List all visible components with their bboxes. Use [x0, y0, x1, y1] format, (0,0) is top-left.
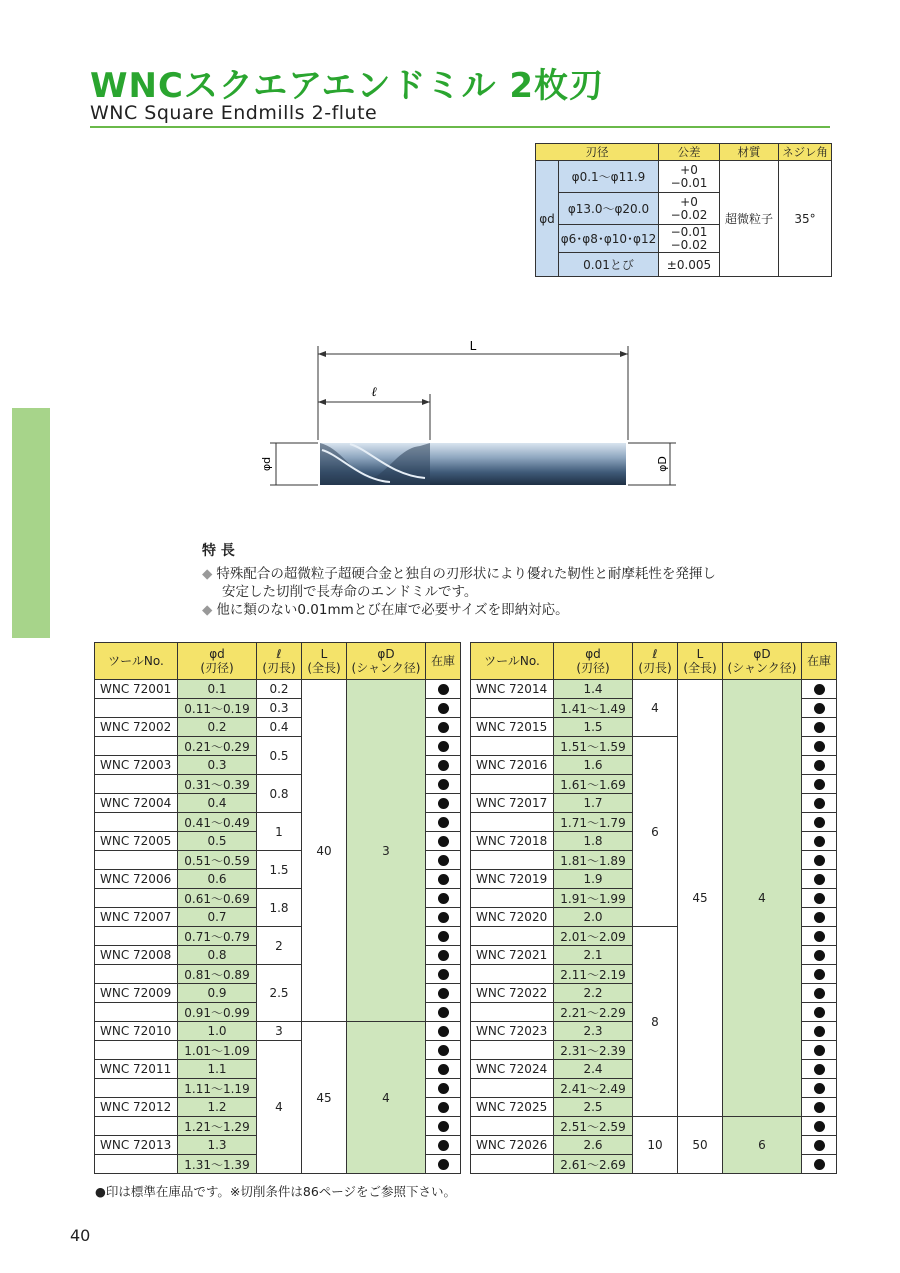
cutting-diameter: 1.71～1.79 [554, 813, 633, 832]
cutting-diameter: 0.11～0.19 [178, 699, 257, 718]
diamond-icon: ◆ [202, 602, 213, 618]
cutting-diameter: 1.81～1.89 [554, 851, 633, 870]
flute-length: 4 [257, 1041, 302, 1174]
cutting-diameter: 2.11～2.19 [554, 965, 633, 984]
cutting-diameter: 0.9 [178, 984, 257, 1003]
in-stock-dot-icon [814, 912, 825, 923]
stock-indicator [426, 946, 461, 965]
shank-diameter: 4 [347, 1022, 426, 1174]
cutting-diameter: 1.8 [554, 832, 633, 851]
tol-range: φ0.1～φ11.9 [559, 161, 659, 193]
tool-number: WNC 72018 [471, 832, 554, 851]
stock-indicator [802, 1022, 837, 1041]
stock-indicator [426, 680, 461, 699]
in-stock-dot-icon [438, 1102, 449, 1113]
tool-number [95, 1003, 178, 1022]
cutting-diameter: 2.31～2.39 [554, 1041, 633, 1060]
in-stock-dot-icon [814, 684, 825, 695]
in-stock-dot-icon [438, 1121, 449, 1132]
tool-number: WNC 72019 [471, 870, 554, 889]
tool-number: WNC 72025 [471, 1098, 554, 1117]
stock-indicator [426, 984, 461, 1003]
cutting-diameter: 0.7 [178, 908, 257, 927]
stock-indicator [802, 1117, 837, 1136]
overall-length: 40 [302, 680, 347, 1022]
tool-number [471, 1079, 554, 1098]
cutting-diameter: 2.01～2.09 [554, 927, 633, 946]
stock-indicator [802, 908, 837, 927]
cutting-diameter: 1.61～1.69 [554, 775, 633, 794]
spec-header-tool-no: ツールNo. [471, 643, 554, 680]
page-subtitle: WNC Square Endmills 2-flute [90, 102, 378, 124]
stock-indicator [426, 1155, 461, 1174]
tol-value: −0.01 [670, 224, 708, 239]
in-stock-dot-icon [438, 1159, 449, 1170]
cutting-diameter: 1.3 [178, 1136, 257, 1155]
cutting-diameter: 1.01～1.09 [178, 1041, 257, 1060]
stock-indicator [802, 1060, 837, 1079]
stock-indicator [426, 1098, 461, 1117]
stock-indicator [426, 737, 461, 756]
stock-indicator [426, 832, 461, 851]
in-stock-dot-icon [814, 836, 825, 847]
cutting-diameter: 0.71～0.79 [178, 927, 257, 946]
tool-number: WNC 72004 [95, 794, 178, 813]
in-stock-dot-icon [814, 1026, 825, 1037]
in-stock-dot-icon [438, 912, 449, 923]
stock-indicator [802, 832, 837, 851]
tool-number [471, 927, 554, 946]
cutting-diameter: 2.4 [554, 1060, 633, 1079]
cutting-diameter: 0.4 [178, 794, 257, 813]
cutting-diameter: 2.1 [554, 946, 633, 965]
stock-indicator [426, 1079, 461, 1098]
tool-number [471, 1003, 554, 1022]
tool-number: WNC 72002 [95, 718, 178, 737]
cutting-diameter: 0.3 [178, 756, 257, 775]
in-stock-dot-icon [438, 798, 449, 809]
tool-number [95, 889, 178, 908]
tool-number [471, 1155, 554, 1174]
stock-indicator [426, 1041, 461, 1060]
cutting-diameter: 1.2 [178, 1098, 257, 1117]
stock-indicator [426, 965, 461, 984]
stock-indicator [426, 1022, 461, 1041]
spec-header-overall-length: L (全長) [678, 643, 723, 680]
in-stock-dot-icon [438, 931, 449, 942]
in-stock-dot-icon [814, 1007, 825, 1018]
page-title: WNCスクエアエンドミル 2枚刃 [90, 66, 605, 106]
in-stock-dot-icon [438, 950, 449, 961]
spec-header-shank-diameter: φD (シャンク径) [347, 643, 426, 680]
cutting-diameter: 0.81～0.89 [178, 965, 257, 984]
table-row [471, 1117, 837, 1136]
stock-indicator [426, 851, 461, 870]
in-stock-dot-icon [438, 741, 449, 752]
cutting-diameter: 2.6 [554, 1136, 633, 1155]
stock-indicator [802, 1098, 837, 1117]
flute-length: 1.8 [257, 889, 302, 927]
in-stock-dot-icon [814, 874, 825, 885]
in-stock-dot-icon [438, 779, 449, 790]
flute-length: 8 [633, 927, 678, 1117]
side-tab-marker [12, 408, 50, 638]
table-row [95, 1022, 461, 1041]
cutting-diameter: 0.8 [178, 946, 257, 965]
cutting-diameter: 0.91～0.99 [178, 1003, 257, 1022]
stock-indicator [802, 1136, 837, 1155]
tol-value: −0.02 [670, 237, 708, 252]
tool-number: WNC 72017 [471, 794, 554, 813]
stock-indicator [802, 984, 837, 1003]
stock-indicator [802, 756, 837, 775]
page-number: 40 [70, 1226, 91, 1245]
features-title: 特 長 [202, 543, 235, 559]
spec-header-flute-length: ℓ (刃長) [257, 643, 302, 680]
tool-number: WNC 72021 [471, 946, 554, 965]
table-row [471, 680, 837, 699]
stock-indicator [426, 699, 461, 718]
tol-value: +0 [680, 162, 698, 177]
tool-number [95, 737, 178, 756]
stock-indicator [802, 699, 837, 718]
tool-number [471, 1117, 554, 1136]
in-stock-dot-icon [438, 1007, 449, 1018]
tol-value: −0.01 [670, 175, 708, 190]
in-stock-dot-icon [814, 817, 825, 828]
flute-length: 0.3 [257, 699, 302, 718]
cutting-diameter: 1.4 [554, 680, 633, 699]
stock-indicator [426, 1003, 461, 1022]
stock-indicator [802, 946, 837, 965]
stock-indicator [802, 813, 837, 832]
tool-number: WNC 72006 [95, 870, 178, 889]
in-stock-dot-icon [438, 1045, 449, 1056]
feature-item: ◆ 特殊配合の超微粒子超硬合金と独自の刃形状により優れた靭性と耐摩耗性を発揮し [202, 566, 716, 582]
stock-indicator [426, 1136, 461, 1155]
tool-number: WNC 72011 [95, 1060, 178, 1079]
tol-range: φ13.0～φ20.0 [559, 193, 659, 225]
tool-number [95, 851, 178, 870]
in-stock-dot-icon [438, 1064, 449, 1075]
flute-length: 6 [633, 737, 678, 927]
tool-number: WNC 72009 [95, 984, 178, 1003]
in-stock-dot-icon [814, 1083, 825, 1094]
tool-number: WNC 72016 [471, 756, 554, 775]
tool-number: WNC 72023 [471, 1022, 554, 1041]
cutting-diameter: 2.2 [554, 984, 633, 1003]
tool-number [95, 965, 178, 984]
in-stock-dot-icon [814, 779, 825, 790]
shank-diameter: 6 [723, 1117, 802, 1174]
tool-number [95, 699, 178, 718]
in-stock-dot-icon [438, 988, 449, 999]
cutting-diameter: 1.5 [554, 718, 633, 737]
tool-number: WNC 72020 [471, 908, 554, 927]
stock-indicator [426, 756, 461, 775]
shank-diameter: 4 [723, 680, 802, 1117]
tool-number [471, 813, 554, 832]
tol-helix: 35° [779, 161, 832, 277]
spec-table-left [94, 642, 461, 1174]
cutting-diameter: 2.51～2.59 [554, 1117, 633, 1136]
tol-header-helix: ネジレ角 [779, 144, 832, 161]
flute-length: 0.5 [257, 737, 302, 775]
stock-indicator [802, 1041, 837, 1060]
tool-number [95, 813, 178, 832]
flute-length: 0.4 [257, 718, 302, 737]
in-stock-dot-icon [438, 874, 449, 885]
in-stock-dot-icon [438, 893, 449, 904]
cutting-diameter: 0.51～0.59 [178, 851, 257, 870]
flute-length: 0.2 [257, 680, 302, 699]
tol-header-tolerance: 公差 [659, 144, 720, 161]
stock-indicator [802, 1155, 837, 1174]
cutting-diameter: 0.21～0.29 [178, 737, 257, 756]
tool-number [95, 775, 178, 794]
cutting-diameter: 2.5 [554, 1098, 633, 1117]
in-stock-dot-icon [814, 760, 825, 771]
in-stock-dot-icon [814, 1045, 825, 1056]
tool-number: WNC 72015 [471, 718, 554, 737]
in-stock-dot-icon [814, 741, 825, 752]
spec-header-stock: 在庫 [426, 643, 461, 680]
tol-material: 超微粒子 [720, 161, 779, 277]
flute-length: 1.5 [257, 851, 302, 889]
stock-indicator [426, 908, 461, 927]
in-stock-dot-icon [814, 722, 825, 733]
tool-number [471, 889, 554, 908]
flute-length: 2.5 [257, 965, 302, 1022]
tol-header-material: 材質 [720, 144, 779, 161]
tool-number: WNC 72026 [471, 1136, 554, 1155]
in-stock-dot-icon [814, 1140, 825, 1151]
tool-number [471, 851, 554, 870]
flute-length: 2 [257, 927, 302, 965]
overall-length: 45 [302, 1022, 347, 1174]
stock-indicator [426, 775, 461, 794]
cutting-diameter: 2.61～2.69 [554, 1155, 633, 1174]
cutting-diameter: 1.41～1.49 [554, 699, 633, 718]
in-stock-dot-icon [814, 969, 825, 980]
tol-range: 0.01とび [559, 253, 659, 277]
stock-indicator [426, 794, 461, 813]
feature-item: ◆ 他に類のない0.01mmとび在庫で必要サイズを即納対応。 [202, 602, 569, 618]
table-row [95, 680, 461, 699]
stock-indicator [426, 813, 461, 832]
tool-number: WNC 72008 [95, 946, 178, 965]
in-stock-dot-icon [814, 1159, 825, 1170]
tool-number: WNC 72014 [471, 680, 554, 699]
in-stock-dot-icon [438, 817, 449, 828]
cutting-diameter: 0.1 [178, 680, 257, 699]
cutting-diameter: 2.41～2.49 [554, 1079, 633, 1098]
stock-indicator [802, 775, 837, 794]
tool-number [95, 1041, 178, 1060]
spec-header-diameter: φd (刃径) [554, 643, 633, 680]
label-D: φD [656, 456, 669, 472]
label-L: L [469, 339, 477, 353]
spec-header-overall-length: L (全長) [302, 643, 347, 680]
in-stock-dot-icon [438, 1026, 449, 1037]
shank-diameter: 3 [347, 680, 426, 1022]
flute-length: 0.8 [257, 775, 302, 813]
stock-indicator [426, 718, 461, 737]
tol-header-diameter: 刃径 [536, 144, 659, 161]
stock-indicator [426, 870, 461, 889]
tool-number [471, 965, 554, 984]
tool-number [95, 1117, 178, 1136]
tool-number [95, 1155, 178, 1174]
cutting-diameter: 1.1 [178, 1060, 257, 1079]
cutting-diameter: 0.5 [178, 832, 257, 851]
in-stock-dot-icon [438, 703, 449, 714]
tool-number [95, 927, 178, 946]
tol-value: +0 [680, 194, 698, 209]
cutting-diameter: 0.2 [178, 718, 257, 737]
tool-number: WNC 72022 [471, 984, 554, 1003]
in-stock-dot-icon [438, 1083, 449, 1094]
tolerance-table [535, 143, 832, 277]
stock-indicator [802, 851, 837, 870]
cutting-diameter: 2.3 [554, 1022, 633, 1041]
cutting-diameter: 1.0 [178, 1022, 257, 1041]
stock-indicator [426, 1060, 461, 1079]
tool-number: WNC 72010 [95, 1022, 178, 1041]
endmill-diagram [240, 330, 700, 500]
spec-header-stock: 在庫 [802, 643, 837, 680]
stock-indicator [802, 927, 837, 946]
flute-length: 10 [633, 1117, 678, 1174]
in-stock-dot-icon [814, 855, 825, 866]
in-stock-dot-icon [814, 703, 825, 714]
diamond-icon: ◆ [202, 566, 213, 582]
overall-length: 45 [678, 680, 723, 1117]
stock-indicator [802, 718, 837, 737]
tool-number [471, 737, 554, 756]
in-stock-dot-icon [814, 1064, 825, 1075]
overall-length: 50 [678, 1117, 723, 1174]
spec-header-shank-diameter: φD (シャンク径) [723, 643, 802, 680]
footnote: ●印は標準在庫品です。※切削条件は86ページをご参照下さい。 [95, 1184, 457, 1199]
in-stock-dot-icon [438, 855, 449, 866]
tool-number: WNC 72001 [95, 680, 178, 699]
cutting-diameter: 0.31～0.39 [178, 775, 257, 794]
tool-number: WNC 72003 [95, 756, 178, 775]
in-stock-dot-icon [814, 798, 825, 809]
cutting-diameter: 0.6 [178, 870, 257, 889]
tool-number: WNC 72024 [471, 1060, 554, 1079]
cutting-diameter: 1.31～1.39 [178, 1155, 257, 1174]
stock-indicator [802, 889, 837, 908]
cutting-diameter: 1.9 [554, 870, 633, 889]
stock-indicator [802, 794, 837, 813]
tool-number [471, 699, 554, 718]
cutting-diameter: 0.61～0.69 [178, 889, 257, 908]
stock-indicator [802, 680, 837, 699]
cutting-diameter: 1.51～1.59 [554, 737, 633, 756]
tool-number: WNC 72013 [95, 1136, 178, 1155]
label-d: φd [260, 456, 273, 472]
cutting-diameter: 1.91～1.99 [554, 889, 633, 908]
spec-header-diameter: φd (刃径) [178, 643, 257, 680]
tol-range: φ6･φ8･φ10･φ12 [559, 225, 659, 253]
title-divider [90, 126, 830, 128]
tol-value: −0.02 [670, 207, 708, 222]
in-stock-dot-icon [438, 1140, 449, 1151]
flute-length: 3 [257, 1022, 302, 1041]
stock-indicator [802, 965, 837, 984]
flute-length: 4 [633, 680, 678, 737]
in-stock-dot-icon [438, 722, 449, 733]
cutting-diameter: 1.6 [554, 756, 633, 775]
in-stock-dot-icon [814, 1102, 825, 1113]
stock-indicator [802, 1079, 837, 1098]
in-stock-dot-icon [438, 684, 449, 695]
tol-symbol: φd [536, 161, 559, 277]
label-l: ℓ [371, 385, 377, 400]
spec-header-flute-length: ℓ (刃長) [633, 643, 678, 680]
feature-item-cont: 安定した切削で長寿命のエンドミルです。 [222, 584, 478, 600]
cutting-diameter: 0.41～0.49 [178, 813, 257, 832]
in-stock-dot-icon [814, 931, 825, 942]
in-stock-dot-icon [814, 988, 825, 999]
tool-number [471, 775, 554, 794]
cutting-diameter: 2.0 [554, 908, 633, 927]
in-stock-dot-icon [814, 893, 825, 904]
spec-header-tool-no: ツールNo. [95, 643, 178, 680]
in-stock-dot-icon [438, 969, 449, 980]
in-stock-dot-icon [814, 950, 825, 961]
tool-number: WNC 72007 [95, 908, 178, 927]
stock-indicator [802, 870, 837, 889]
spec-table-right [470, 642, 837, 1174]
in-stock-dot-icon [814, 1121, 825, 1132]
stock-indicator [802, 1003, 837, 1022]
in-stock-dot-icon [438, 760, 449, 771]
tool-number [471, 1041, 554, 1060]
in-stock-dot-icon [438, 836, 449, 847]
cutting-diameter: 1.11～1.19 [178, 1079, 257, 1098]
cutting-diameter: 1.7 [554, 794, 633, 813]
tol-value: ±0.005 [659, 253, 720, 277]
tool-number [95, 1079, 178, 1098]
flute-length: 1 [257, 813, 302, 851]
cutting-diameter: 1.21～1.29 [178, 1117, 257, 1136]
tool-number: WNC 72012 [95, 1098, 178, 1117]
stock-indicator [802, 737, 837, 756]
stock-indicator [426, 1117, 461, 1136]
stock-indicator [426, 927, 461, 946]
cutting-diameter: 2.21～2.29 [554, 1003, 633, 1022]
stock-indicator [426, 889, 461, 908]
tool-number: WNC 72005 [95, 832, 178, 851]
